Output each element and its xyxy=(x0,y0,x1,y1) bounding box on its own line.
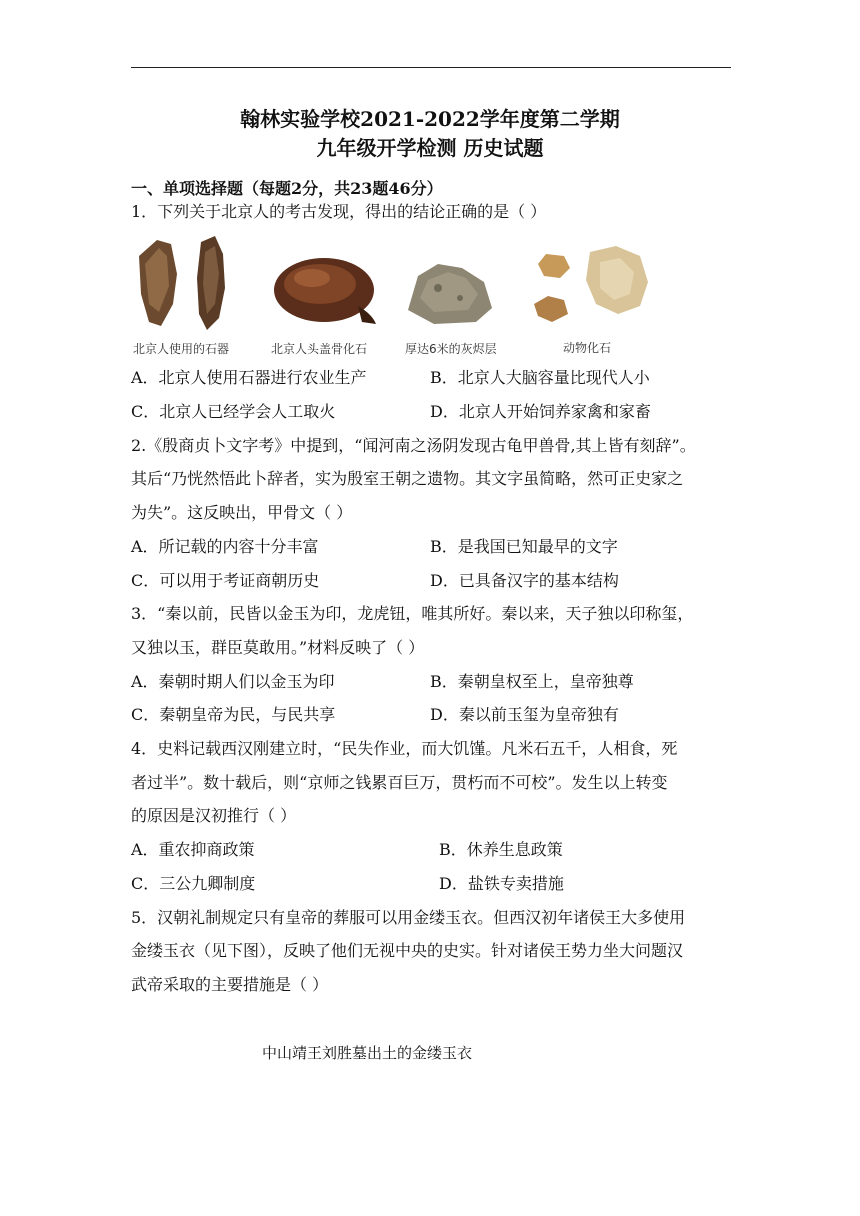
q1-option-c: C．北京人已经学会人工取火 xyxy=(131,402,336,421)
q5-line1: 5．汉朝礼制规定只有皇帝的葬服可以用金缕玉衣。但西汉初年诸侯王大多使用 xyxy=(131,908,686,927)
q2-line3: 为失”。这反映出，甲骨文（ ） xyxy=(131,503,353,522)
q4-option-c: C．三公九卿制度 xyxy=(131,874,256,893)
q4-line1: 4．史料记载西汉刚建立时，“民失作业，而大饥馑。凡米石五千，人相食，死 xyxy=(131,739,678,758)
skull-fossil-image xyxy=(272,254,382,326)
stone-tools-image xyxy=(131,234,243,334)
q2-option-c: C．可以用于考证商朝历史 xyxy=(131,571,320,590)
q3-option-a: A．秦朝时期人们以金玉为印 xyxy=(131,672,335,691)
exam-title-line2: 九年级开学检测 历史试题 xyxy=(316,136,544,160)
q2-option-a: A．所记载的内容十分丰富 xyxy=(131,537,319,556)
ash-layer-image xyxy=(404,258,496,326)
q5-line3: 武帝采取的主要措施是（ ） xyxy=(131,975,329,994)
q2-line1: 2.《殷商贞卜文字考》中提到，“闻河南之汤阴发现古龟甲兽骨,其上皆有刻辞”。 xyxy=(131,436,696,455)
q4-option-b: B．休养生息政策 xyxy=(439,840,563,859)
header-rule xyxy=(131,67,731,68)
q1-option-a: A．北京人使用石器进行农业生产 xyxy=(131,368,367,387)
animal-fossils-image xyxy=(530,242,650,326)
section-heading: 一、单项选择题（每题2分，共23题46分） xyxy=(131,179,443,198)
q5-figure-caption: 中山靖王刘胜墓出土的金缕玉衣 xyxy=(262,1044,473,1062)
q5-line2: 金缕玉衣（见下图），反映了他们无视中央的史实。针对诸侯王势力坐大问题汉 xyxy=(131,941,684,960)
q3-option-c: C．秦朝皇帝为民，与民共享 xyxy=(131,705,336,724)
q3-option-d: D．秦以前玉玺为皇帝独有 xyxy=(430,705,619,724)
q2-option-b: B．是我国已知最早的文字 xyxy=(430,537,618,556)
caption-skull-fossil: 北京人头盖骨化石 xyxy=(271,342,368,356)
q4-line3: 的原因是汉初推行（ ） xyxy=(131,806,297,825)
caption-ash-layer: 厚达6米的灰烬层 xyxy=(405,342,497,356)
q4-line2: 者过半”。数十载后，则“京师之钱累百巨万，贯朽而不可校”。发生以上转变 xyxy=(131,773,668,792)
q2-option-d: D．已具备汉字的基本结构 xyxy=(430,571,619,590)
exam-title-line1: 翰林实验学校2021-2022学年度第二学期 xyxy=(240,107,620,131)
caption-stone-tools: 北京人使用的石器 xyxy=(133,342,230,356)
q3-option-b: B．秦朝皇权至上，皇帝独尊 xyxy=(430,672,634,691)
q4-option-d: D．盐铁专卖措施 xyxy=(439,874,564,893)
q3-line2: 又独以玉，群臣莫敢用。”材料反映了（ ） xyxy=(131,638,425,657)
q4-option-a: A．重农抑商政策 xyxy=(131,840,255,859)
q2-line2: 其后“乃恍然悟此卜辞者，实为殷室王朝之遗物。其文字虽简略，然可正史家之 xyxy=(131,469,684,488)
q1-stem: 1．下列关于北京人的考古发现，得出的结论正确的是（ ） xyxy=(131,202,547,221)
q1-option-b: B．北京人大脑容量比现代人小 xyxy=(430,368,650,387)
caption-animal-fossils: 动物化石 xyxy=(563,341,612,355)
q3-line1: 3．“秦以前，民皆以金玉为印，龙虎钮，唯其所好。秦以来，天子独以印称玺， xyxy=(131,604,694,623)
q1-option-d: D．北京人开始饲养家禽和家畜 xyxy=(430,402,651,421)
